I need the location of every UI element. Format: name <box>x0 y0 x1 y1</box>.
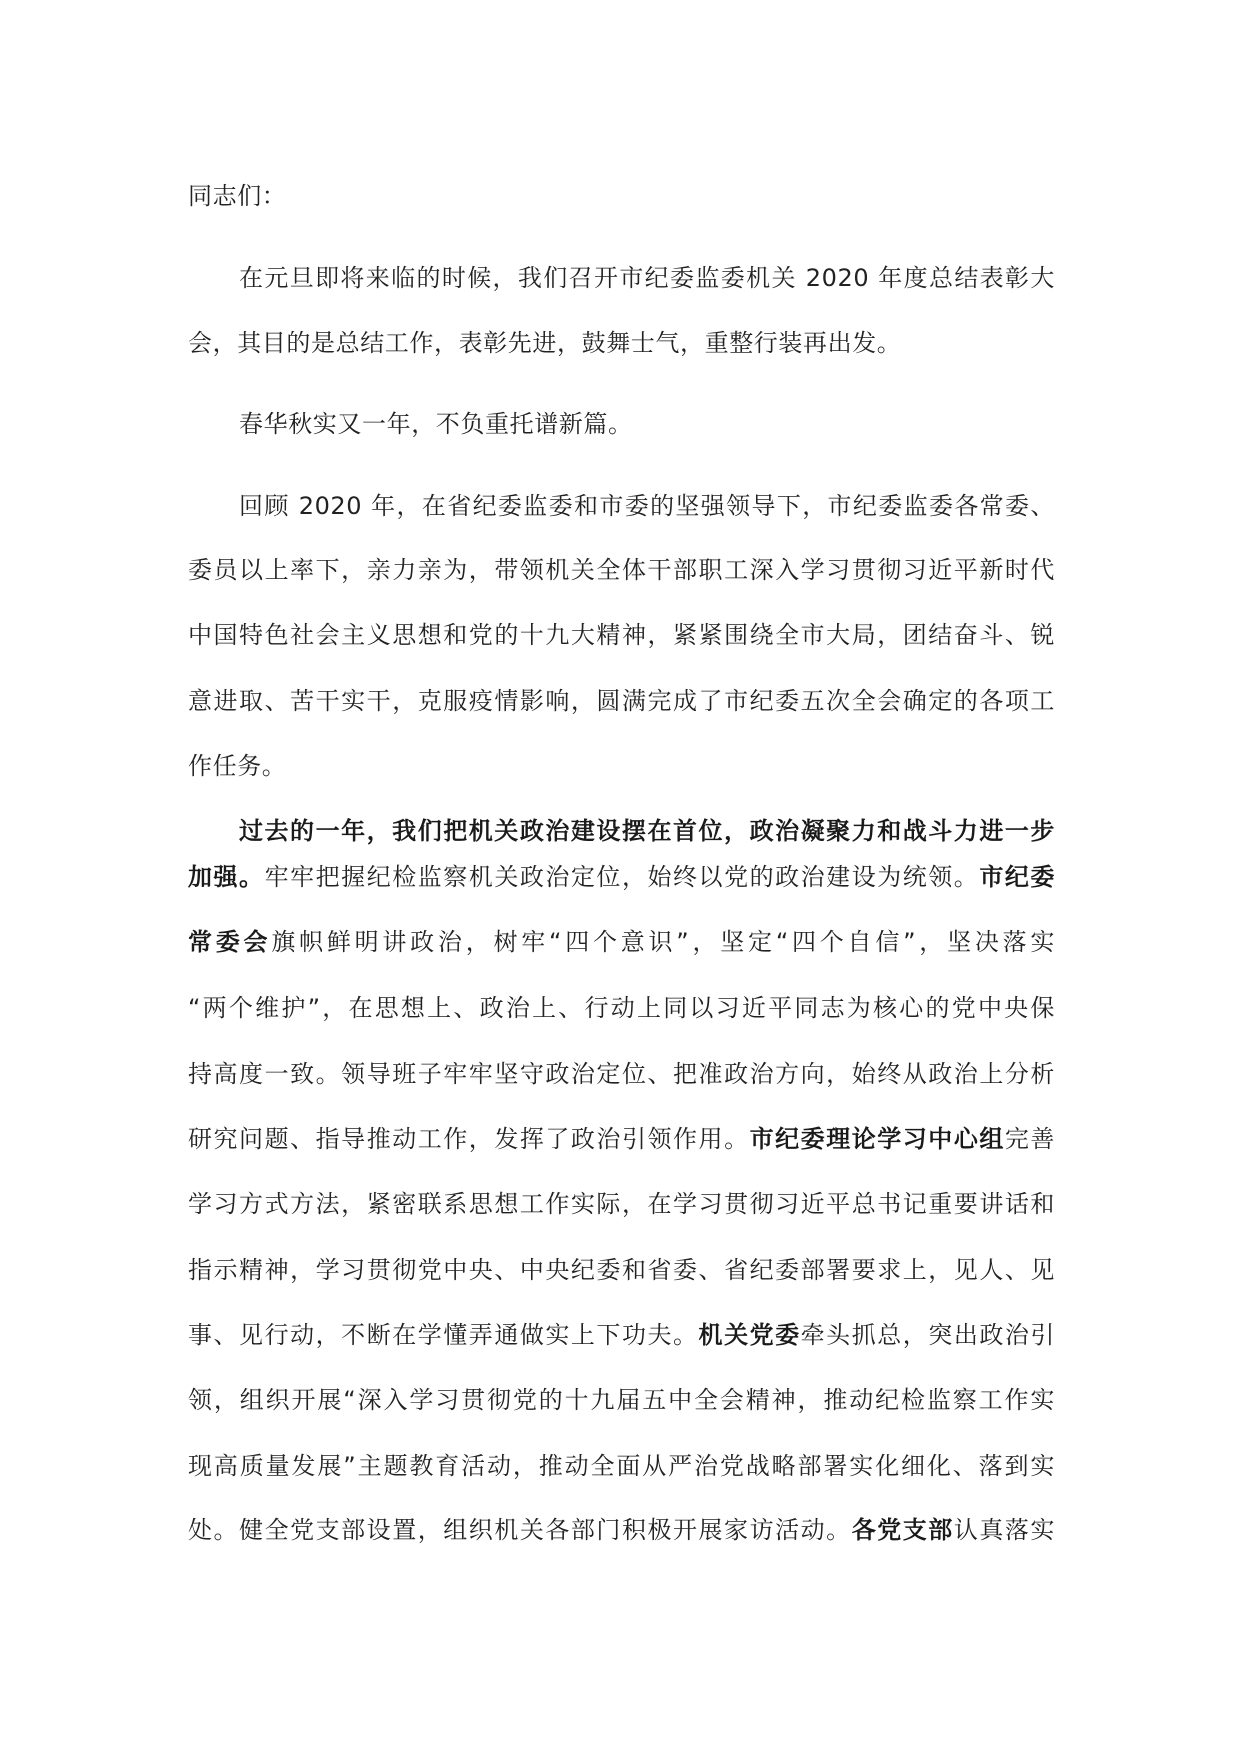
emphasis-text: 过去的一年，我们把机关政治建设摆在首位，政治凝聚力和战斗力进一步 <box>239 817 1055 845</box>
text-line <box>239 407 1055 441</box>
text-line <box>188 553 1055 587</box>
text-line <box>188 860 1055 894</box>
text-line <box>188 749 1055 783</box>
body-text: 认真落实 <box>953 1516 1055 1544</box>
body-text: 领，组织开展“深入学习贯彻党的十九届五中全会精神，推动纪检监察工作实 <box>188 1386 1055 1414</box>
emphasis-text: 加强。 <box>188 863 265 891</box>
text-line <box>188 618 1055 652</box>
emphasis-text: 市纪委 <box>979 863 1055 891</box>
text-line <box>188 326 1055 360</box>
body-text: 作任务。 <box>188 752 287 780</box>
body-text: 牵头抓总，突出政治引 <box>800 1321 1055 1349</box>
emphasis-text: 机关党委 <box>698 1321 801 1349</box>
text-line <box>188 1318 1055 1352</box>
body-text: 同志们： <box>188 182 287 210</box>
body-text: 完善 <box>1004 1125 1056 1153</box>
body-text: 研究问题、指导推动工作，发挥了政治引领作用。 <box>188 1125 750 1153</box>
body-text: 意进取、苦干实干，克服疫情影响，圆满完成了市纪委五次全会确定的各项工 <box>188 687 1055 715</box>
body-text: 持高度一致。领导班子牢牢坚守政治定位、把准政治方向，始终从政治上分析 <box>188 1060 1055 1088</box>
text-line <box>188 1383 1055 1417</box>
body-text: 事、见行动，不断在学懂弄通做实上下功夫。 <box>188 1321 699 1349</box>
body-text: 现高质量发展”主题教育活动，推动全面从严治党战略部署实化细化、落到实 <box>188 1452 1055 1480</box>
text-line <box>188 1122 1055 1156</box>
body-text: 会，其目的是总结工作，表彰先进，鼓舞士气，重整行装再出发。 <box>188 329 902 357</box>
text-line <box>188 1449 1055 1483</box>
body-text: 委员以上率下，亲力亲为，带领机关全体干部职工深入学习贯彻习近平新时代 <box>188 556 1055 584</box>
body-text: 牢牢把握纪检监察机关政治定位，始终以党的政治建设为统领。 <box>264 863 980 891</box>
text-line <box>188 1187 1055 1221</box>
body-text: 在元旦即将来临的时候，我们召开市纪委监委机关 2020 年度总结表彰大 <box>239 264 1055 292</box>
body-text: 中国特色社会主义思想和党的十九大精神，紧紧围绕全市大局，团结奋斗、锐 <box>188 621 1055 649</box>
body-text: 回顾 2020 年，在省纪委监委和市委的坚强领导下，市纪委监委各常委、 <box>239 492 1055 520</box>
body-text: 处。健全党支部设置，组织机关各部门积极开展家访活动。 <box>188 1516 852 1544</box>
text-line <box>239 489 1055 523</box>
body-text: “两个维护”，在思想上、政治上、行动上同以习近平同志为核心的党中央保 <box>188 994 1055 1022</box>
text-line <box>188 991 1055 1025</box>
emphasis-text: 各党支部 <box>851 1516 954 1544</box>
emphasis-text: 常委会 <box>188 928 272 956</box>
emphasis-text: 市纪委理论学习中心组 <box>749 1125 1005 1153</box>
text-line <box>188 1513 1055 1547</box>
text-line <box>188 1253 1055 1287</box>
body-text: 学习方式方法，紧密联系思想工作实际，在学习贯彻习近平总书记重要讲话和 <box>188 1190 1055 1218</box>
text-line <box>239 261 1055 295</box>
text-line <box>188 1057 1055 1091</box>
text-line <box>188 684 1055 718</box>
body-text: 指示精神，学习贯彻党中央、中央纪委和省委、省纪委部署要求上，见人、见 <box>188 1256 1055 1284</box>
body-text: 春华秋实又一年，不负重托谱新篇。 <box>239 410 633 438</box>
text-line <box>239 814 1055 848</box>
body-text: 旗帜鲜明讲政治，树牢“四个意识”，坚定“四个自信”，坚决落实 <box>271 928 1055 956</box>
text-line <box>188 925 1055 959</box>
salutation <box>188 179 1055 213</box>
